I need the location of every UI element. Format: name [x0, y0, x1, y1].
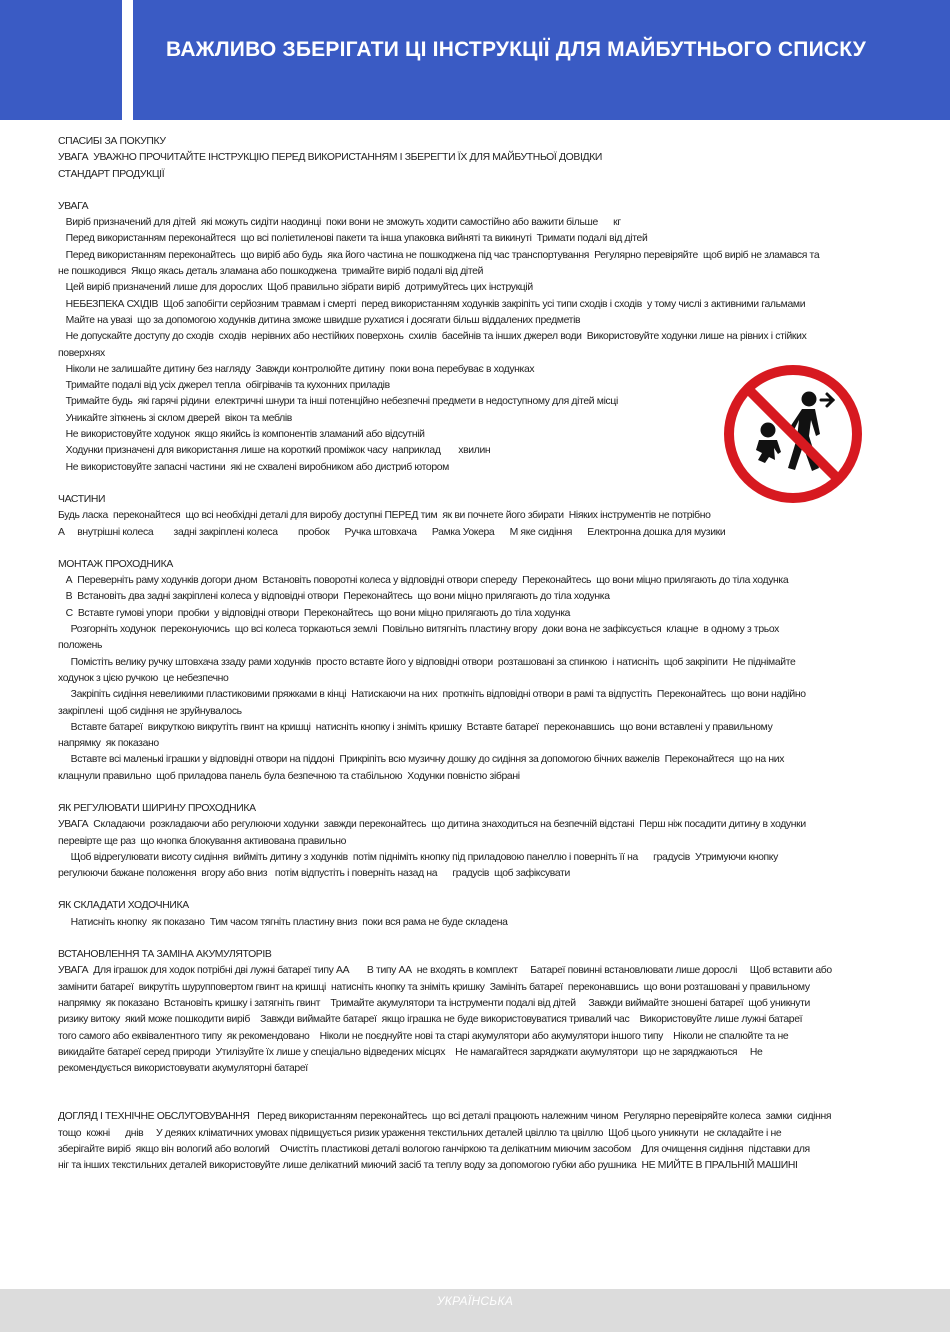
width-line: Щоб відрегулювати висоту сидіння вийміть дитину з ходунків потім підніміть кнопку під приладовою панеллю і поверніть її на градусів Утримуючи кнопку	[58, 851, 778, 863]
folding-heading: ЯК СКЛАДАТИ ХОДОЧНИКА	[58, 900, 189, 912]
assembly-line: клацнули правильно щоб приладова панель була безпечною та стабільною Ходунки повністю зібрані	[58, 770, 520, 782]
instructions-body	[58, 134, 890, 1175]
batteries-line: замінити батареї викрутіть шурупповертом гвинт на кришці натисніть кнопку та зніміть кришку Замініть батареї переконавшись що вони розташовані у правильному	[58, 981, 810, 993]
warning-line: Не використовуйте запасні частини які не схвалені виробником або дистриб ютором	[58, 461, 449, 473]
header	[0, 0, 950, 120]
batteries-section	[58, 947, 890, 1077]
width-section	[58, 801, 890, 882]
warning-line: Майте на увазі що за допомогою ходунків дитина зможе швидше рухатися і досягати більш віддалених предметів	[58, 314, 581, 326]
attention-line: УВАГА УВАЖНО ПРОЧИТАЙТЕ ІНСТРУКЦІЮ ПЕРЕД ВИКОРИСТАННЯМ І ЗБЕРЕГТИ ЇХ ДЛЯ МАЙБУТНЬОЇ ДОВІДКИ	[58, 152, 603, 164]
warning-line: НЕБЕЗПЕКА СХІДІВ Щоб запобігти серйозним травмам і смерті перед використанням ходунків закріпіть усі типи сходів і сходів у тому числі з активними гальмами	[58, 298, 806, 310]
care-line: ДОГЛЯД І ТЕХНІЧНЕ ОБСЛУГОВУВАННЯ Перед використанням переконайтесь що всі деталі працюють належним чином Регулярно перевіряйте колеса замки сидіння	[58, 1111, 832, 1123]
header-accent-block	[0, 0, 122, 120]
assembly-heading: МОНТАЖ ПРОХОДНИКА	[58, 558, 173, 570]
assembly-line: Вставте батареї викруткою викрутіть гвинт на кришці натисніть кнопку і зніміть кришку Вставте батареї переконавшись що вони вставлені у правильному	[58, 721, 773, 733]
prohibition-sign-svg	[723, 364, 863, 504]
assembly-line: положень	[58, 640, 103, 652]
no-children-walking-unattended-icon	[723, 364, 863, 504]
parts-list: А внутрішні колеса задні закріплені колеса пробок Ручка штовхача Рамка Уокера М яке сидіння Електронна дошка для музики	[58, 526, 726, 538]
warning-line: Ходунки призначені для використання лише на короткий проміжок часу наприклад хвилин	[58, 445, 491, 457]
batteries-line: напрямку як показано Встановіть кришку і затягніть гвинт Тримайте акумулятори та інструменти подалі від дітей Завжди виймайте зношені батареї щоб уникнути	[58, 997, 810, 1009]
care-line: тощо кожні днів У деяких кліматичних умовах підвищується ризик ураження текстильних деталей цвіллю та цвіллю Щоб цього уникнути не складайте і не	[58, 1127, 782, 1139]
warning-line: не пошкодився Якщо якась деталь зламана або пошкоджена тримайте виріб подалі від дітей	[58, 266, 484, 278]
batteries-line: УВАГА Для іграшок для ходок потрібні дві лужні батареї типу АА В типу АА не входять в комплект Батареї повинні встановлювати лише дорослі Щоб вставити або	[58, 965, 832, 977]
warning-line: Цей виріб призначений лише для дорослих Щоб правильно зібрати виріб дотримуйтесь цих інструкцій	[58, 282, 533, 294]
warning-line: Не допускайте доступу до сходів сходів нерівних або нестійких поверхонь схилів басейнів та інших джерел води Використовуйте ходунки лише на рівних і стійких	[58, 331, 807, 343]
assembly-line: А Переверніть раму ходунків догори дном Встановіть поворотні колеса у відповідні отвори спереду Переконайтесь що вони міцно прилягають до тіла ходунка	[58, 575, 789, 587]
assembly-line: напрямку як показано	[58, 738, 159, 750]
width-heading: ЯК РЕГУЛЮВАТИ ШИРИНУ ПРОХОДНИКА	[58, 802, 256, 814]
width-line: регулюючи бажане положення вгору або вниз потім відпустіть і поверніть назад на градусів щоб зафіксувати	[58, 868, 570, 880]
warning-line: Уникайте зіткнень зі склом дверей вікон та меблів	[58, 412, 292, 424]
batteries-line: викидайте батареї серед природи Утилізуйте їх лише у спеціально відведених місцях Не намагайтеся заряджати акумулятори що не заряджаються Не	[58, 1046, 763, 1058]
warning-line: Не використовуйте ходунок якщо якийсь із компонентів зламаний або відсутній	[58, 429, 425, 441]
standard-line: СТАНДАРТ ПРОДУКЦІЇ	[58, 168, 165, 180]
batteries-line: ризику витоку який може пошкодити виріб Завжди виймайте батареї якщо іграшка не буде використовуватися тривалий час Використовуйте лише лужні батареї	[58, 1014, 803, 1026]
warning-line: поверхнях	[58, 347, 105, 359]
width-line: перевірте ще раз що кнопка блокування активована правильно	[58, 835, 347, 847]
assembly-line: Закріпіть сидіння невеликими пластиковими пряжками в кінці Натискаючи на них проткніть відповідні отвори в рамі та відпустіть Переконайтесь що вони надійно	[58, 689, 806, 701]
assembly-line: В Встановіть два задні закріплені колеса у відповідні отвори Переконайтесь що вони міцно прилягають до тіла ходунка	[58, 591, 610, 603]
assembly-line: закріплені щоб сидіння не зруйнувалось	[58, 705, 242, 717]
assembly-line: ходунок з цією ручкою це небезпечно	[58, 672, 229, 684]
page-title: ВАЖЛИВО ЗБЕРІГАТИ ЦІ ІНСТРУКЦІЇ ДЛЯ МАЙБУТНЬОГО СПИСКУ	[166, 38, 867, 61]
warning-line: Перед використанням переконайтеся що всі поліетиленові пакети та інша упаковка вийняті та викинуті Тримати подалі від дітей	[58, 233, 648, 245]
assembly-line: Помістіть велику ручку штовхача ззаду рами ходунків просто вставте його у відповідні отвори розташовані за спинкою і натисніть щоб закріпити Не піднімайте	[58, 656, 796, 668]
batteries-line: рекомендується використовувати акумуляторні батареї	[58, 1063, 308, 1075]
assembly-section	[58, 557, 890, 785]
care-line: ніг та інших текстильних деталей використовуйте лише делікатний миючий засіб та теплу воду за допомогою губки або рушника НЕ МИЙТЕ В ПРАЛЬНІЙ МАШИНІ	[58, 1160, 798, 1172]
warning-line: Тримайте подалі від усіх джерел тепла обігрівачів та кухонних приладів	[58, 380, 390, 392]
batteries-line: того самого або еквівалентного типу як рекомендовано Ніколи не поєднуйте нові та старі акумулятори або акумулятори іншого типу Ніколи не спалюйте та не	[58, 1030, 789, 1042]
parts-line: Будь ласка переконайтеся що всі необхідні деталі для виробу доступні ПЕРЕД тим як ви почнете його збирати Ніяких інструментів не потрібно	[58, 510, 711, 522]
care-line: зберігайте виріб якщо він вологий або вологий Очистіть пластикові деталі вологою ганчіркою та делікатним миючим засобом Для очищення сидіння підставки для	[58, 1144, 810, 1156]
assembly-line: Розгорніть ходунок переконуючись що всі колеса торкаються землі Повільно витягніть пластину вгору доки вона не зафіксується клацне в одному з трьох	[58, 624, 779, 636]
care-section	[58, 1109, 890, 1174]
intro-section	[58, 134, 890, 183]
width-line: УВАГА Складаючи розкладаючи або регулюючи ходунки завжди переконайтесь що дитина знаходиться на безпечній відстані Перш ніж посадити дитину в ходунки	[58, 819, 806, 831]
batteries-heading: ВСТАНОВЛЕННЯ ТА ЗАМІНА АКУМУЛЯТОРІВ	[58, 949, 272, 961]
assembly-line: Вставте всі маленькі іграшки у відповідні отвори на піддоні Прикріпіть всю музичну дошку до сидіння за допомогою бічних важелів Переконайтеся що на них	[58, 754, 785, 766]
warning-heading: УВАГА	[58, 200, 89, 212]
assembly-line: С Вставте гумові упори пробки у відповідні отвори Переконайтесь що вони міцно прилягають до тіла ходунка	[58, 607, 571, 619]
warning-line: Ніколи не залишайте дитину без нагляду Завжди контролюйте дитину поки вона перебуває в ходунках	[58, 363, 535, 375]
parts-heading: ЧАСТИНИ	[58, 493, 106, 505]
warning-line: Виріб призначений для дітей які можуть сидіти наодинці поки вони не зможуть ходити самостійно або важити більше кг	[58, 217, 621, 229]
footer-language: УКРАЇНСЬКА	[436, 1294, 514, 1308]
warning-line: Перед використанням переконайтесь що виріб або будь яка його частина не пошкоджена під час транспортування Регулярно перевіряйте щоб виріб не зламався та	[58, 249, 820, 261]
thanks-line: СПАСИБІ ЗА ПОКУПКУ	[58, 136, 166, 147]
warning-line: Тримайте будь які гарячі рідини електричні шнури та інші потенційно небезпечні предмети в недоступному для дітей місці	[58, 396, 618, 408]
folding-section	[58, 898, 890, 931]
folding-line: Натисніть кнопку як показано Тим часом тягніть пластину вниз поки вся рама не буде складена	[58, 916, 508, 928]
